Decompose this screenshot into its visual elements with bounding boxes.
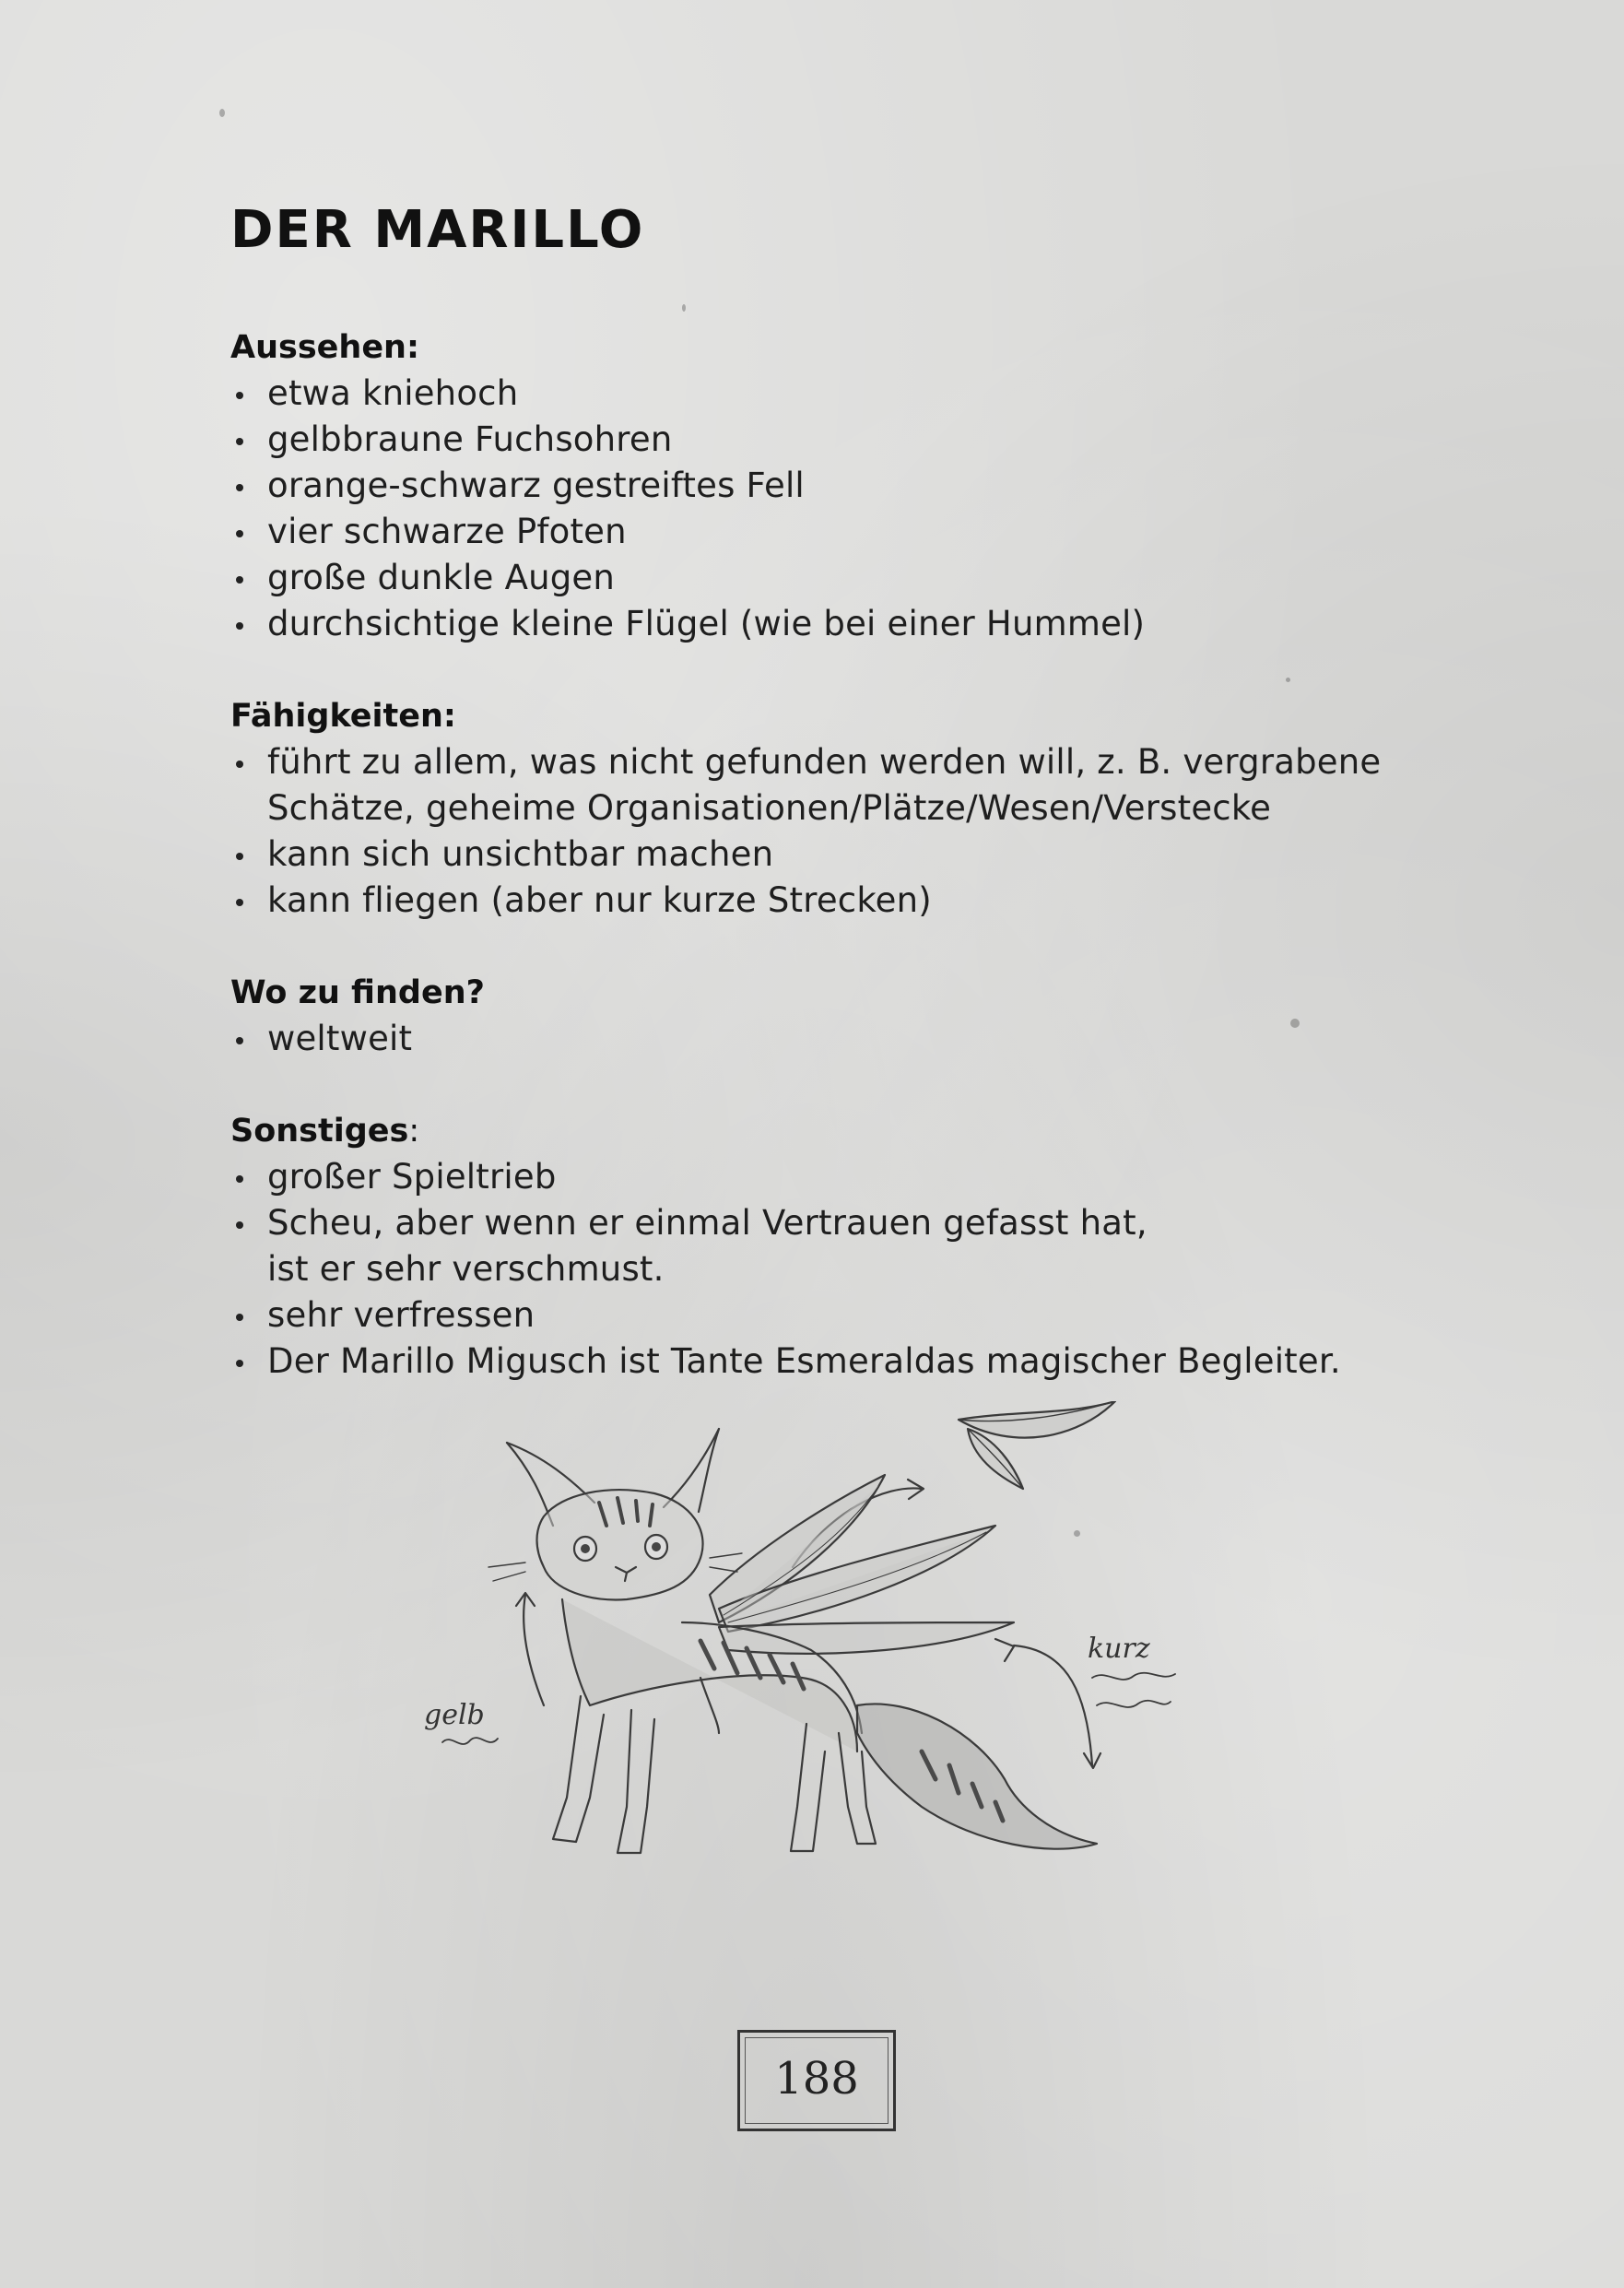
section-heading: Aussehen: (230, 329, 419, 366)
section-misc (230, 1108, 1456, 1385)
list-item: führt zu allem, was nicht gefunden werden will, z. B. vergrabene Schätze, geheime Organisationen/Plätze/Wesen/Verstecke (230, 739, 1456, 831)
annotation-right-text: kurz (1088, 1633, 1150, 1665)
section-heading: Wo zu finden? (230, 974, 485, 1011)
bullet-list (230, 739, 1456, 924)
list-item: gelbbraune Fuchsohren (230, 417, 1456, 463)
list-item: vier schwarze Pfoten (230, 509, 1456, 555)
section-heading-text: Sonstiges (230, 1113, 409, 1150)
list-item: kann fliegen (aber nur kurze Strecken) (230, 878, 1456, 924)
list-item: großer Spieltrieb (230, 1154, 1456, 1200)
list-item: sehr verfressen (230, 1292, 1456, 1339)
list-item: große dunkle Augen (230, 555, 1456, 601)
list-item: kann sich unsichtbar machen (230, 831, 1456, 878)
head-sketch (488, 1429, 742, 1599)
bullet-list (230, 371, 1456, 647)
section-abilities (230, 693, 1456, 924)
bullet-list (230, 1016, 1456, 1062)
section-heading (230, 1108, 1456, 1154)
bullet-list (230, 1154, 1456, 1385)
list-item: weltweit (230, 1016, 1456, 1062)
section-heading-colon: : (408, 1113, 420, 1150)
page-number: 188 (774, 2053, 859, 2105)
annotation-left-text: gelb (424, 1699, 485, 1731)
annotation-left (424, 1593, 544, 1744)
section-where (230, 970, 1456, 1062)
list-item: durchsichtige kleine Flügel (wie bei einer Hummel) (230, 601, 1456, 647)
list-item: etwa kniehoch (230, 371, 1456, 417)
leaf-sketch (959, 1401, 1115, 1489)
page-title: DER MARILLO (230, 200, 645, 260)
page-content (230, 194, 1456, 1431)
list-item: Scheu, aber wenn er einmal Vertrauen gefasst hat, ist er sehr verschmust. (230, 1200, 1456, 1292)
paper-speck (219, 109, 225, 117)
section-appearance (230, 324, 1456, 647)
wings-sketch (710, 1475, 1014, 1654)
annotation-right (995, 1633, 1175, 1768)
section-heading: Fähigkeiten: (230, 698, 456, 735)
page-number-box (737, 2030, 896, 2131)
list-item: orange-schwarz gestreiftes Fell (230, 463, 1456, 509)
list-item: Der Marillo Migusch ist Tante Esmeraldas magischer Begleiter. (230, 1339, 1456, 1385)
marillo-illustration (406, 1401, 1235, 1973)
